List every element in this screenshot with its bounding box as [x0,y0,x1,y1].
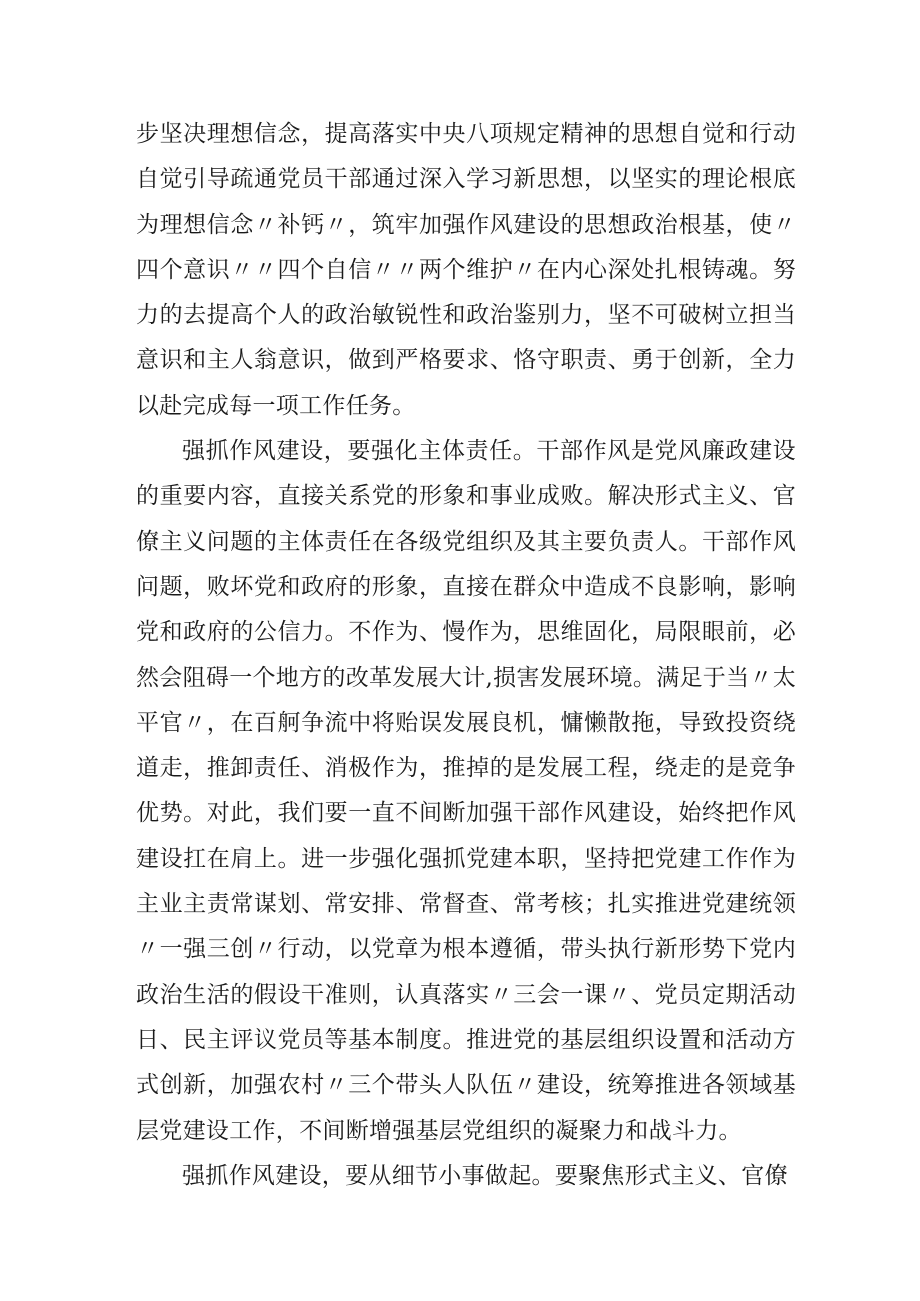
paragraph-subject-responsibility: 强抓作风建设，要强化主体责任。干部作风是党风廉政建设的重要内容，直接关系党的形象和事业成败。解决形式主义、官僚主义问题的主体责任在各级党组织及其主要负责人。干部作风问题，败坏党和政府的形象，直接在群众中造成不良影响，影响党和政府的公信力。不作为、慢作为，思维固化，局限眼前，必然会阻碍一个地方的改革发展大计,损害发展环境。满足于当〃太平官〃，在百舸争流中将贻误发展良机，慵懒散拖，导致投资绕道走，推卸责任、消极作为，推掉的是发展工程，绕走的是竞争优势。对此，我们要一直不间断加强干部作风建设，始终把作风建设扛在肩上。进一步强化强抓党建本职，坚持把党建工作作为主业主责常谋划、常安排、常督查、常考核；扎实推进党建统领〃一强三创〃行动，以党章为根本遵循，带头执行新形势下党内政治生活的假设干准则，认真落实〃三会一课〃、党员定期活动日、民主评议党员等基本制度。推进党的基层组织设置和活动方式创新，加强农村〃三个带头人队伍〃建设，统筹推进各领域基层党建设工作，不间断增强基层党组织的凝聚力和战斗力。 [136,438,797,1144]
paragraph-details: 强抓作风建设，要从细节小事做起。要聚焦形式主义、官僚 [182,1162,788,1189]
paragraph-continuation: 步坚决理想信念，提高落实中央八项规定精神的思想自觉和行动自觉引导疏通党员干部通过深入学习新思想，以坚实的理论根底为理想信念〃补钙〃，筑牢加强作风建设的思想政治根基，使〃四个意识〃〃四个自信〃〃两个维护〃在内心深处扎根铸魂。努力的去提高个人的政治敏锐性和政治鉴别力，坚不可破树立担当意识和主人翁意识，做到严格要求、恪守职责、勇于创新，全力以赴完成每一项工作任务。 [136,121,796,419]
document-body [136,112,796,1199]
